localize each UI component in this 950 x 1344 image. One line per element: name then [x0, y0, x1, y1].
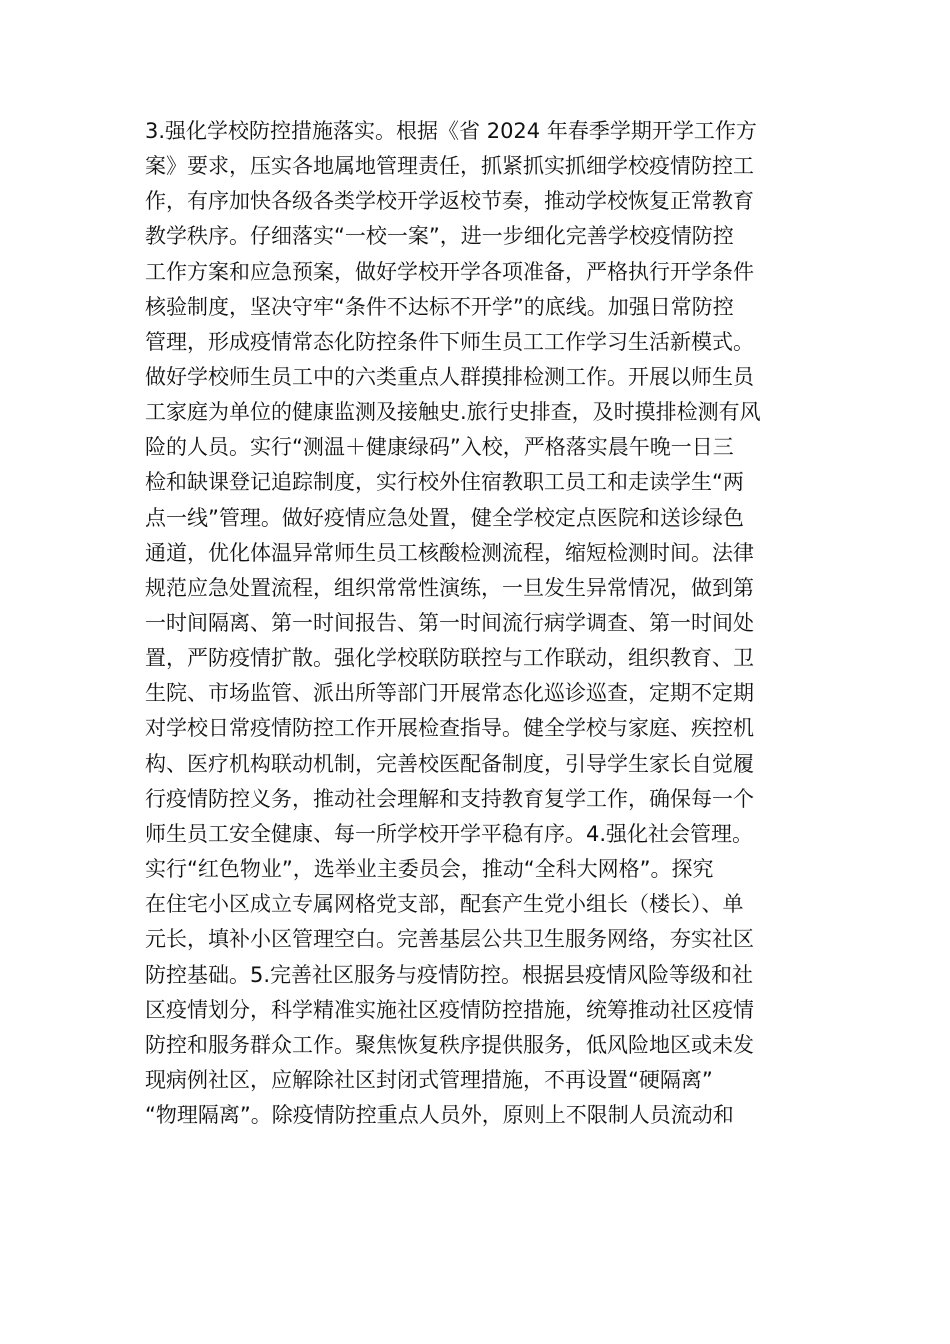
text-line: 管理，形成疫情常态化防控条件下师生员工工作学习生活新模式。: [145, 330, 754, 354]
text-line: “物理隔离”。除疫情防控重点人员外，原则上不限制人员流动和: [145, 1103, 734, 1127]
text-line: 案》要求，压实各地属地管理责任，抓紧抓实抓细学校疫情防控工: [145, 154, 754, 178]
text-line: 工家庭为单位的健康监测及接触史.旅行史排查，及时摸排检测有风: [145, 400, 761, 424]
text-line: 置，严防疫情扩散。强化学校联防联控与工作联动，组织教育、卫: [145, 646, 754, 670]
text-line: 区疫情划分，科学精准实施社区疫情防控措施，统筹推动社区疫情: [145, 998, 754, 1022]
text-line: 防控和服务群众工作。聚焦恢复秩序提供服务，低风险地区或未发: [145, 1033, 754, 1057]
text-line: 行疫情防控义务，推动社会理解和支持教育复学工作，确保每一个: [145, 787, 754, 811]
text-line: 险的人员。实行“测温＋健康绿码”入校，严格落实晨午晚一日三: [145, 435, 734, 459]
text-line: 做好学校师生员工中的六类重点人群摸排检测工作。开展以师生员: [145, 365, 754, 389]
text-line: 工作方案和应急预案，做好学校开学各项准备，严格执行开学条件: [145, 260, 754, 284]
text-line: 实行“红色物业”，选举业主委员会，推动“全科大网格”。探究: [145, 857, 714, 881]
text-line: 作，有序加快各级各类学校开学返校节奏，推动学校恢复正常教育: [145, 189, 754, 213]
text-line: 元长，填补小区管理空白。完善基层公共卫生服务网络，夯实社区: [145, 927, 754, 951]
text-line: 防控基础。5.完善社区服务与疫情防控。根据县疫情风险等级和社: [145, 963, 754, 987]
text-line: 通道，优化体温异常师生员工核酸检测流程，缩短检测时间。法律: [145, 541, 754, 565]
text-line: 师生员工安全健康、每一所学校开学平稳有序。4.强化社会管理。: [145, 822, 754, 846]
text-line: 现病例社区，应解除社区封闭式管理措施，不再设置“硬隔离”: [145, 1068, 713, 1092]
text-line: 生院、市场监管、派出所等部门开展常态化巡诊巡查，定期不定期: [145, 681, 754, 705]
text-line: 教学秩序。仔细落实“一校一案”，进一步细化完善学校疫情防控: [145, 224, 734, 248]
text-line: 3.强化学校防控措施落实。根据《省 2024 年春季学期开学工作方: [145, 119, 757, 143]
text-line: 构、医疗机构联动机制，完善校医配备制度，引导学生家长自觉履: [145, 752, 754, 776]
text-line: 检和缺课登记追踪制度，实行校外住宿教职工员工和走读学生“两: [145, 470, 744, 494]
text-line: 核验制度，坚决守牢“条件不达标不开学”的底线。加强日常防控: [145, 295, 734, 319]
text-line: 在住宅小区成立专属网格党支部，配套产生党小组长（楼长）、单: [145, 892, 744, 916]
text-line: 对学校日常疫情防控工作开展检查指导。健全学校与家庭、疾控机: [145, 716, 754, 740]
text-line: 规范应急处置流程，组织常常性演练，一旦发生异常情况，做到第: [145, 576, 754, 600]
text-line: 一时间隔离、第一时间报告、第一时间流行病学调查、第一时间处: [145, 611, 754, 635]
text-line: 点一线”管理。做好疫情应急处置，健全学校定点医院和送诊绿色: [145, 506, 744, 530]
